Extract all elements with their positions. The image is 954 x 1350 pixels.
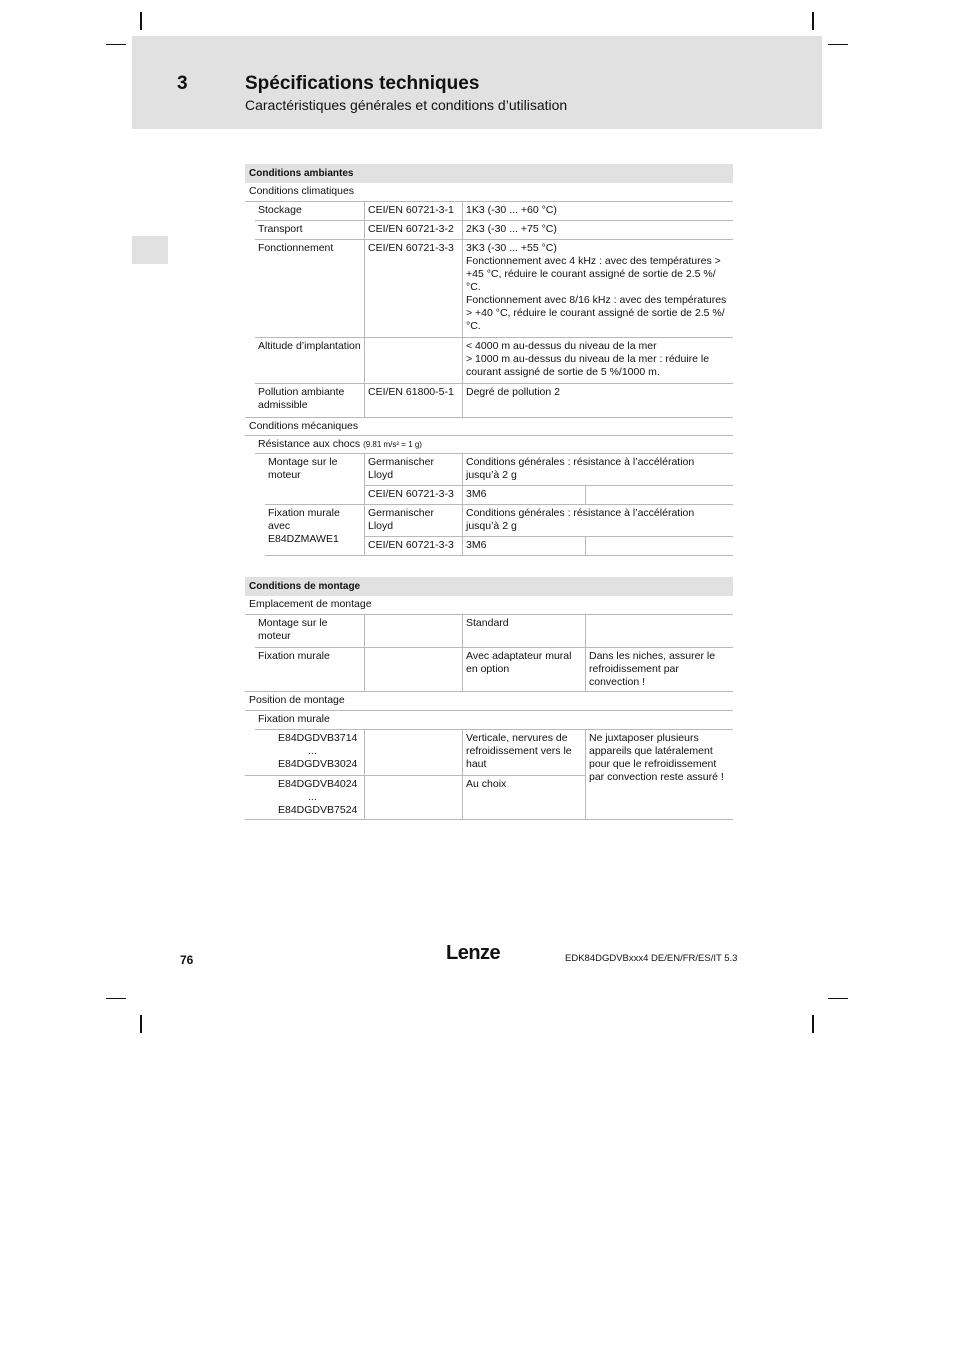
table-row	[265, 454, 733, 505]
table-heading: Conditions de montage	[245, 577, 733, 596]
row-value	[462, 240, 733, 337]
chapter-side-tab	[132, 236, 168, 264]
row-standard: CEI/EN 60721-3-3	[364, 240, 462, 337]
row-standard: CEI/EN 60721-3-1	[364, 202, 462, 220]
row-value: Standard	[462, 615, 585, 647]
row-value: 2K3 (-30 ... +75 °C)	[462, 221, 733, 239]
row-value: Verticale, nervures de refroidissement vers le haut	[462, 730, 585, 775]
crop-mark	[812, 1015, 814, 1033]
ambient-conditions-table	[245, 164, 733, 556]
chapter-number: 3	[177, 73, 188, 94]
row-value: Conditions générales : résistance à l’accélération jusqu’à 2 g	[462, 505, 733, 536]
document-code: EDK84DGDVBxxx4 DE/EN/FR/ES/IT 5.3	[565, 953, 738, 964]
row-label: Transport	[258, 223, 303, 235]
row-standard: Germanischer Lloyd	[364, 505, 462, 536]
row-standard: Germanischer Lloyd	[364, 454, 462, 485]
row-label: Montage sur le moteur	[258, 617, 328, 642]
operation-derating-4khz: Fonctionnement avec 4 kHz : avec des températures > +45 °C, réduire le courant assigné de sortie de 2.5 %/°C.	[466, 255, 721, 293]
empty-cell	[585, 537, 733, 555]
empty-cell	[364, 615, 462, 647]
empty-cell	[585, 486, 733, 504]
row-value	[462, 338, 733, 383]
crop-mark	[140, 1015, 142, 1033]
table-row	[245, 648, 733, 692]
row-standard: CEI/EN 60721-3-3	[364, 486, 462, 504]
row-label: Montage sur le moteur	[268, 456, 338, 481]
empty-cell	[364, 648, 462, 691]
page-subtitle: Caractéristiques générales et conditions d’utilisation	[245, 97, 568, 113]
row-standard: CEI/EN 61800-5-1	[364, 384, 462, 417]
table-row	[265, 505, 733, 556]
empty-cell	[364, 730, 462, 775]
row-value: Avec adaptateur mural en option	[462, 648, 585, 691]
row-label: Altitude d’implantation	[258, 340, 361, 352]
table-row	[255, 338, 733, 384]
row-label: Pollution ambiante admissible	[258, 386, 345, 411]
row-label: Fonctionnement	[258, 242, 334, 254]
operation-range: 3K3 (-30 ... +55 °C)	[466, 242, 557, 254]
crop-mark	[106, 44, 126, 45]
operation-derating-8khz: Fonctionnement avec 8/16 kHz : avec des températures > +40 °C, réduire le courant assigné de sortie de 2.5 %/°C.	[466, 294, 727, 332]
model-range: E84DGDVB4024 ... E84DGDVB7524	[278, 778, 358, 816]
table-row	[245, 384, 733, 418]
row-standard	[364, 338, 462, 383]
row-standard: CEI/EN 60721-3-2	[364, 221, 462, 239]
table-row	[245, 730, 733, 820]
shock-note: (9.81 m/s² = 1 g)	[363, 440, 422, 449]
empty-cell	[364, 776, 462, 820]
group-label: Emplacement de montage	[249, 598, 372, 610]
altitude-derating: > 1000 m au-dessus du niveau de la mer : réduire le courant assigné de sortie de 5 %/1000 m.	[466, 353, 710, 378]
row-note: Dans les niches, assurer le refroidissement par convection !	[585, 648, 733, 691]
row-value: Degré de pollution 2	[462, 384, 733, 417]
sub-group-label: Fixation murale	[258, 713, 330, 725]
table-heading: Conditions ambiantes	[245, 164, 733, 183]
table-row	[255, 240, 733, 338]
row-standard: CEI/EN 60721-3-3	[364, 537, 462, 555]
table-row	[255, 221, 733, 240]
row-value: 3M6	[462, 486, 585, 504]
row-value: 1K3 (-30 ... +60 °C)	[462, 202, 733, 220]
row-note: Ne juxtaposer plusieurs appareils que latéralement pour que le refroidissement par convection reste assuré !	[585, 730, 733, 819]
row-label: Stockage	[258, 204, 302, 216]
crop-mark	[106, 998, 126, 999]
sub-group-label: Résistance aux chocs (9.81 m/s² = 1 g)	[258, 438, 422, 450]
brand-logo: Lenze	[446, 942, 501, 964]
row-value: 3M6	[462, 537, 585, 555]
crop-mark	[140, 12, 142, 30]
altitude-limit: < 4000 m au-dessus du niveau de la mer	[466, 340, 657, 352]
crop-mark	[812, 12, 814, 30]
crop-mark	[828, 998, 848, 999]
row-label: Fixation murale	[258, 650, 330, 662]
group-label: Conditions mécaniques	[249, 420, 359, 432]
group-label: Conditions climatiques	[249, 185, 355, 197]
model-range: E84DGDVB3714 ... E84DGDVB3024	[278, 732, 358, 770]
empty-cell	[585, 615, 733, 647]
mounting-conditions-table	[245, 577, 733, 820]
crop-mark	[828, 44, 848, 45]
table-row	[255, 202, 733, 221]
page-title: Spécifications techniques	[245, 73, 480, 94]
group-label: Position de montage	[249, 694, 345, 706]
row-label: Fixation murale avec E84DZMAWE1	[268, 507, 340, 545]
page-number: 76	[180, 953, 194, 967]
row-value: Conditions générales : résistance à l’accélération jusqu’à 2 g	[462, 454, 733, 485]
row-value: Au choix	[462, 776, 585, 820]
table-row	[255, 615, 733, 648]
